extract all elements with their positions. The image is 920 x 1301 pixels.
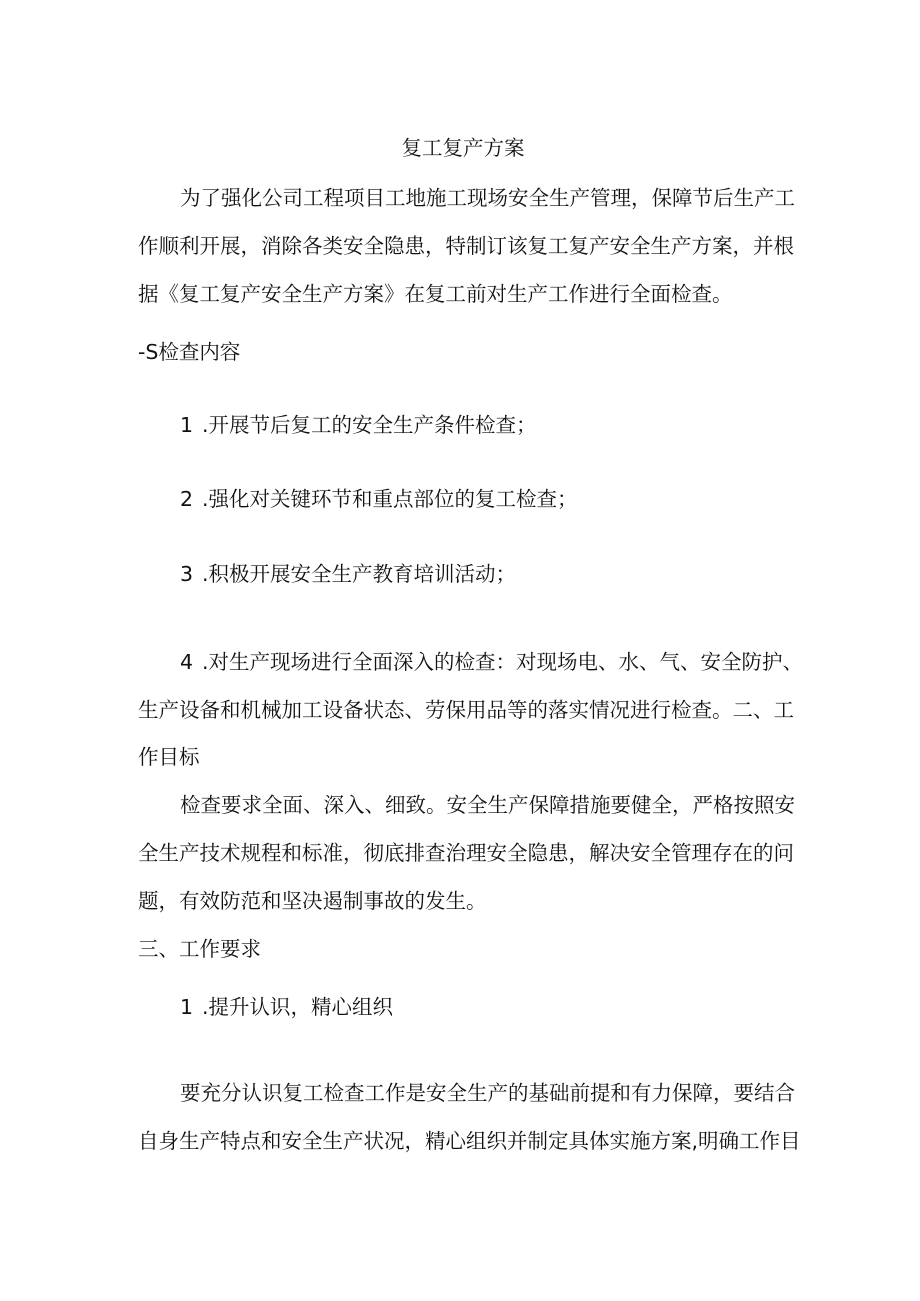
section3-heading: 三、工作要求 [138, 937, 261, 961]
list-item-text: .积极开展安全生产教育培训活动； [202, 562, 517, 586]
list-item-number: 4 [180, 650, 194, 674]
section3-line-1: 要充分认识复工检查工作是安全生产的基础前提和有力保障，要结合 [180, 1081, 795, 1105]
section2-line-2: 全生产技术规程和标准，彻底排查治理安全隐患，解决安全管理存在的问 [138, 841, 794, 865]
item4-cont-line-1: 生产设备和机械加工设备状态、劳保用品等的落实情况进行检查。二、工 [138, 698, 794, 722]
list-item-number: 1 [180, 413, 194, 437]
section1-heading: -S检查内容 [138, 340, 241, 364]
list-item-text: .提升认识，精心组织 [202, 995, 394, 1019]
list-item-number: 3 [180, 562, 194, 586]
list-item-text: .开展节后复工的安全生产条件检查； [202, 413, 537, 437]
intro-line-1: 为了强化公司工程项目工地施工现场安全生产管理，保障节后生产工 [180, 186, 795, 210]
item4-cont-line-2: 作目标 [138, 745, 200, 769]
list-item-number: 2 [180, 487, 194, 511]
document-title: 复工复产方案 [401, 136, 525, 160]
list-item-text: .对生产现场进行全面深入的检查：对现场电、水、气、安全防护、 [202, 650, 804, 674]
intro-line-2: 作顺利开展，消除各类安全隐患，特制订该复工复产安全生产方案，并根 [138, 234, 794, 258]
section2-line-1: 检查要求全面、深入、细致。安全生产保障措施要健全，严格按照安 [180, 793, 795, 817]
intro-line-3: 据《复工复产安全生产方案》在复工前对生产工作进行全面检查。 [138, 282, 733, 306]
list-item-number: 1 [180, 995, 194, 1019]
list-item-text: .强化对关键环节和重点部位的复工检查； [202, 487, 578, 511]
section2-line-3: 题，有效防范和坚决遏制事故的发生。 [138, 889, 487, 913]
section3-line-2: 自身生产特点和安全生产状况，精心组织并制定具体实施方案,明确工作目 [138, 1129, 801, 1153]
